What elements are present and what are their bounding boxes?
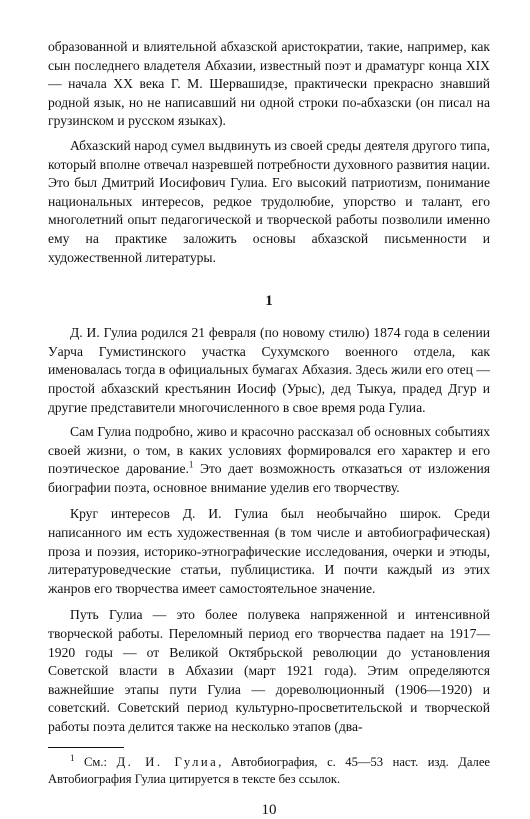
document-page xyxy=(48,38,490,819)
footnote-text: , Автобиография, с. 45—53 наст. изд. Далее Автобиография Гулиа цитируется в тексте без ссылок. xyxy=(48,754,491,786)
footnote-marker: 1 xyxy=(70,752,75,763)
autobiography-text-after: Это дает возможность отказаться от изложения биографии поэта, основное внимание уделив его творчеству. xyxy=(48,461,490,495)
footnote-reference: 1 xyxy=(188,459,194,470)
autobiography-text-before: Сам Гулиа подробно, живо и красочно рассказал об основных событиях своей жизни, о том, в каких условиях формировался его характер и его поэтическое дарование. xyxy=(48,424,490,477)
paragraph-autobiography xyxy=(48,423,490,497)
footnote-divider xyxy=(48,747,124,748)
paragraph-aristocracy: образованной и влиятельной абхазской аристократии, такие, например, как сын последнего владетеля Абхазии, известный поэт и драматург конца XIX — начала XX века Г. М. Шервашидзе, практически прекрасно знавший родной язык, но не написавший ни одной строки по-абхазски (он писал на грузинском и русском языках). xyxy=(48,39,490,129)
paragraph-birth: Д. И. Гулиа родился 21 февраля (по новому стилю) 1874 года в селении Уарча Гумистинского участка Сухумского военного отдела, как именовалась тогда в официальных бумагах Абхазия. Здесь жили его отец — простой абхазский крестьянин Иосиф (Урыс), дед Тыкуа, прадед Дгур и другие представители многочисленного в свое время рода Гулиа. xyxy=(48,325,490,415)
section-number: 1 xyxy=(265,293,273,310)
page-number: 10 xyxy=(261,801,277,818)
footnote xyxy=(48,754,490,788)
paragraph-interests: Круг интересов Д. И. Гулиа был необычайно широк. Среди написанного им есть художественная (в том числе и автобиографическая) проза и поэзия, историко-этнографические исследования, очерки и этюды, литературоведческие статьи, публицистика. И почти каждый из этих жанров его творчества имеет самостоятельное значение. xyxy=(48,506,490,596)
paragraph-creative-path: Путь Гулиа — это более полувека напряженной и интенсивной творческой работы. Переломный период его творчества падает на 1917—1920 годы — от Великой Октябрьской революции до установления Советской власти в Абхазии (март 1921 года). Этим определяются важнейшие этапы пути Гулиа — дореволюционный (1906—1920) и советский. Советский период культурно-просветительской и творческой работы поэта делится также на несколько этапов (два- xyxy=(48,607,490,734)
paragraph-gulia-intro: Абхазский народ сумел выдвинуть из своей среды деятеля другого типа, который вполне отвечал назревшей потребности духовного развития нации. Это был Дмитрий Иосифович Гулиа. Его высокий патриотизм, понимание национальных интересов, редкое трудолюбие, упорство и талант, его многолетний опыт педагогической и творческой работы позволили именно ему на практике заложить основы абхазской письменности и художественной литературы. xyxy=(48,137,490,265)
footnote-author: Д. И. Гулиа xyxy=(116,754,219,769)
footnote-lead: См.: xyxy=(84,754,108,769)
